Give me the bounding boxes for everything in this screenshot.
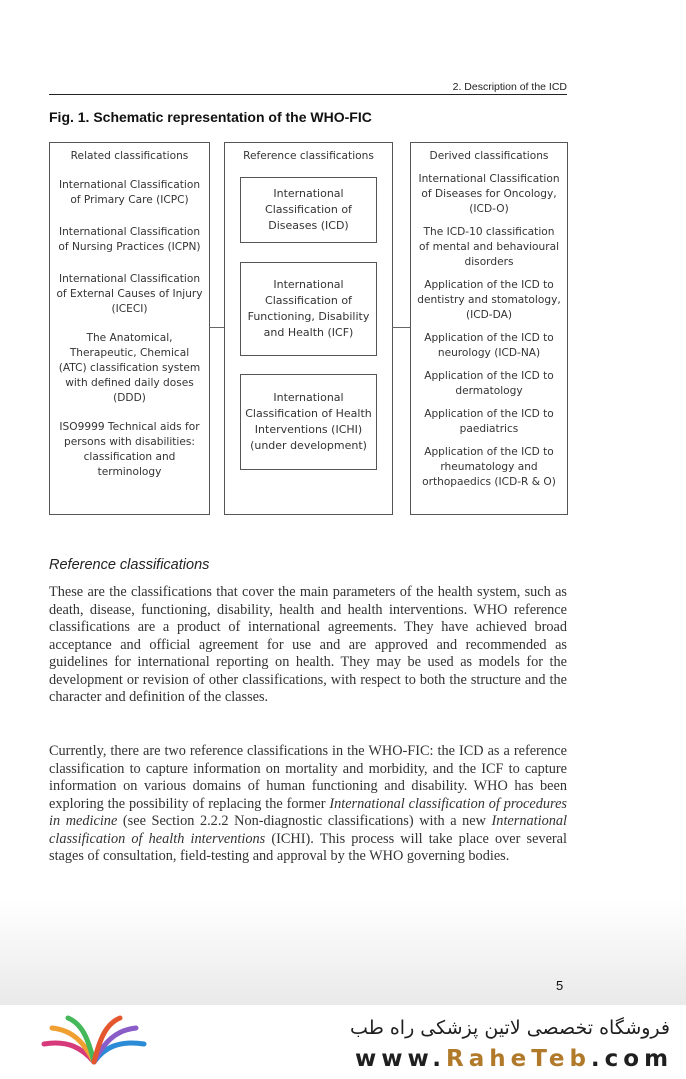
derived-item-dermatology: Application of the ICD to dermatology bbox=[424, 370, 554, 397]
derived-item-icdna: Application of the ICD to neurology (ICD-NA) bbox=[424, 332, 554, 359]
footer-url-suffix: .com bbox=[590, 1046, 674, 1072]
related-item-iso9999: ISO9999 Technical aids for persons with disabilities: classification and terminology bbox=[59, 421, 200, 478]
book-logo-icon bbox=[38, 1014, 150, 1068]
reference-item-icd bbox=[240, 177, 377, 243]
reference-heading: Reference classifications bbox=[243, 150, 374, 162]
related-classifications-box bbox=[49, 142, 210, 515]
reference-item-icd-label: International Classification of Diseases (ICD) bbox=[265, 187, 352, 232]
reference-item-ichi bbox=[240, 374, 377, 470]
related-item-icpc: International Classification of Primary Care (ICPC) bbox=[58, 179, 201, 206]
related-item-icpn: International Classification of Nursing Practices (ICPN) bbox=[58, 226, 201, 253]
reference-item-icf bbox=[240, 262, 377, 356]
paragraph-2-italic-1: International classification of procedures in medicine bbox=[49, 795, 567, 829]
section-heading: Reference classifications bbox=[49, 557, 210, 573]
derived-item-icd10-mental: The ICD-10 classification of mental and behavioural disorders bbox=[418, 226, 560, 268]
derived-classifications-box bbox=[410, 142, 568, 515]
footer-website-link[interactable] bbox=[355, 1046, 674, 1072]
derived-item-icdro: Application of the ICD to rheumatology and orthopaedics (ICD-R & O) bbox=[422, 446, 556, 488]
derived-item-icdo: International Classification of Diseases for Oncology, (ICD-O) bbox=[418, 173, 560, 215]
paragraph-2-part-3: (ICHI). This process will take place over several stages of consultation, field-testing and approval by the WHO governing bodies. bbox=[49, 830, 567, 864]
paragraph-2 bbox=[49, 743, 567, 866]
footer-url-prefix: www. bbox=[355, 1046, 447, 1072]
paragraph-2-italic-2: International classification of health interventions bbox=[49, 813, 567, 847]
related-item-iceci: International Classification of External Causes of Injury (ICECI) bbox=[56, 273, 203, 315]
connector-related-reference bbox=[209, 327, 224, 328]
running-head: 2. Description of the ICD bbox=[49, 80, 567, 95]
related-heading: Related classifications bbox=[70, 150, 189, 162]
derived-item-icdda: Application of the ICD to dentistry and stomatology, (ICD-DA) bbox=[417, 279, 561, 321]
related-item-atc: The Anatomical, Therapeutic, Chemical (ATC) classification system with defined daily doses (DDD) bbox=[58, 332, 201, 404]
footer-store-name: فروشگاه تخصصی لاتین پزشکی راه طب bbox=[350, 1017, 670, 1039]
paragraph-1: These are the classifications that cover the main parameters of the health system, such as death, disease, functioning, disability, health and health interventions. WHO reference classifications are a product of international agreements. They have achieved broad acceptance and official agreement for use and are approved and recommended as guidelines for international reporting on health. They may be used as models for the development or revision of other classifications, with respect to both the structure and the character and definition of the classes. bbox=[49, 584, 567, 705]
paragraph-2-part-2: (see Section 2.2.2 Non-diagnostic classifications) with a new bbox=[117, 813, 492, 829]
footer-url-brand: RaheTeb bbox=[446, 1046, 591, 1072]
derived-heading: Derived classifications bbox=[429, 150, 549, 162]
figure-title: Fig. 1. Schematic representation of the WHO-FIC bbox=[49, 109, 372, 125]
connector-reference-derived bbox=[392, 327, 410, 328]
reference-item-icf-label: International Classification of Functioning, Disability and Health (ICF) bbox=[247, 278, 370, 339]
derived-item-paediatrics: Application of the ICD to paediatrics bbox=[424, 408, 554, 435]
page-number: 5 bbox=[556, 978, 564, 993]
paragraph-2-part-1: Currently, there are two reference classifications in the WHO-FIC: the ICD as a reference classification to capture information on mortality and morbidity, and the ICF to capture information on various domains of human functioning and disability. WHO has been exploring the possibility of replacing the former bbox=[49, 743, 567, 812]
reference-item-ichi-label: International Classification of Health Interventions (ICHI) (under development) bbox=[245, 391, 372, 452]
